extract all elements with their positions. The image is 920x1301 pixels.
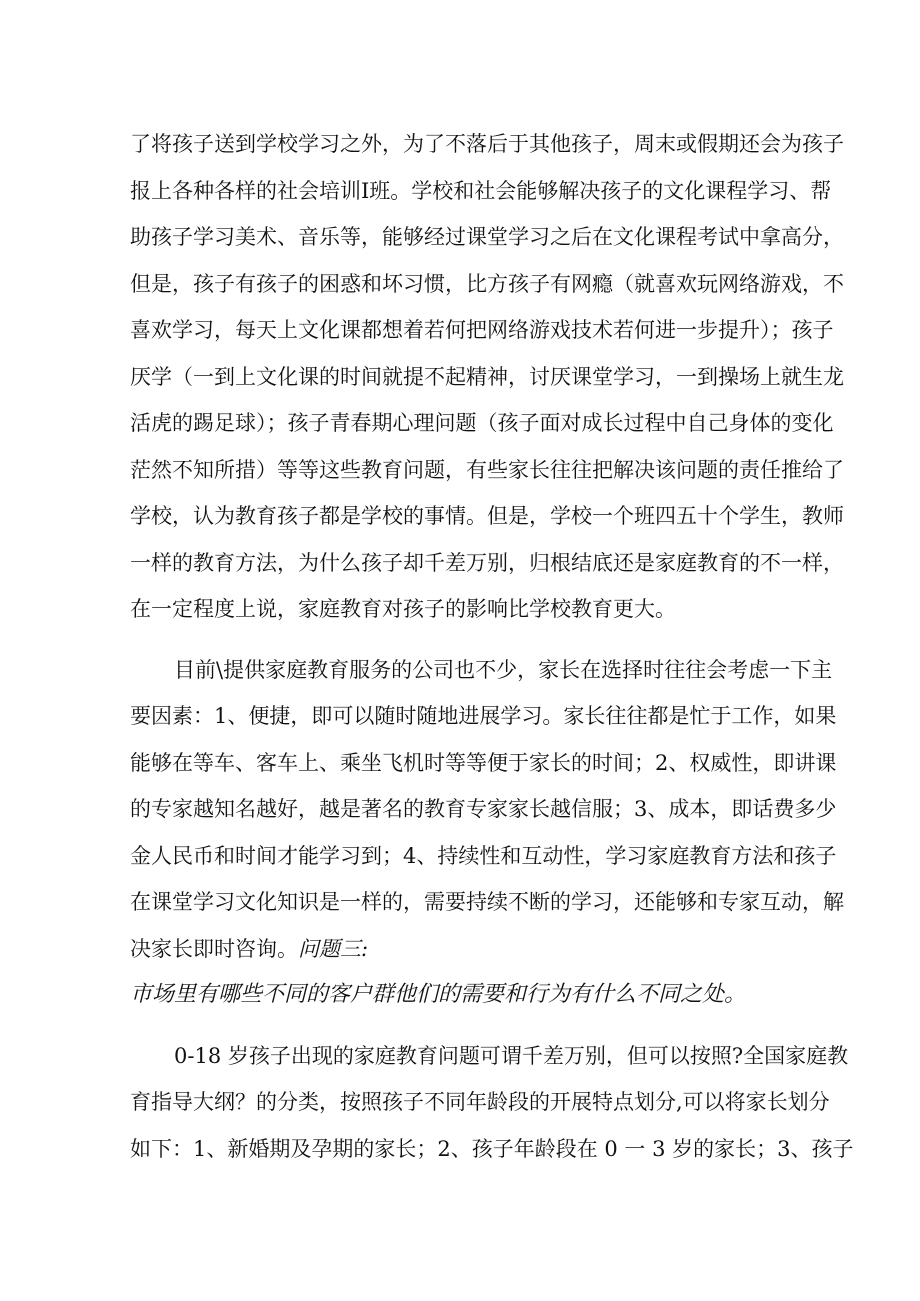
paragraph-line: 活虎的踢足球）；孩子青春期心理问题（孩子面对成长过程中自己身体的变化 [130,411,834,435]
paragraph-last-line [130,926,820,973]
paragraph-line: 育指导大纲？的分类，按照孩子不同年龄段的开展特点划分,可以将家长划分 [130,1090,830,1114]
paragraph-line: 一样的教育方法，为什么孩子却千差万别，归根结底还是家庭教育的不一样， [130,550,844,575]
paragraph-line: 茫然不知所措）等等这些教育问题，有些家长往往把解决该问题的责任推给了 [130,457,844,482]
paragraph-line: 报上各种各样的社会培训Ⅰ班。学校和社会能够解决孩子的文化课程学习、帮 [130,178,832,203]
paragraph-line: 在课堂学习文化知识是一样的，需要持续不断的学习，还能够和专家互动，解 [130,890,844,914]
section-heading: 市场里有哪些不同的客户群他们的需要和行为有什么不同之处。 [130,982,747,1007]
paragraph-line: 在一定程度上说，家庭教育对孩子的影响比学校教育更大。 [130,597,676,621]
paragraph-line: 喜欢学习，每天上文化课都想着若何把网络游戏技术若何进一步提升）；孩子 [130,318,834,342]
paragraph-2 [130,647,844,973]
paragraph-line: 要因素：1、便捷，即可以随时随地进展学习。家长往往都是忙于工作，如果 [130,704,837,728]
paragraph-1 [130,121,844,633]
paragraph-line-text: 决家长即时咨询。 [130,936,298,961]
paragraph-line: 厌学（一到上文化课的时间就提不起精神，讨厌课堂学习，一到操场上就生龙 [130,364,844,389]
paragraph-3 [130,1033,854,1173]
paragraph-line: 但是，孩子有孩子的困惑和坏习惯，比方孩子有网瘾（就喜欢玩网络游戏，不 [130,271,844,296]
paragraph-line: 了将孩子送到学校学习之外，为了不落后于其他孩子，周末或假期还会为孩子 [130,132,844,156]
document-body [130,121,854,1172]
paragraph-line: 如下：1、新婚期及孕期的家长；2、孩子年龄段在 0 一 3 岁的家长；3、孩子 [130,1136,854,1161]
paragraph-gap [130,633,820,647]
paragraph-line: 学校，认为教育孩子都是学校的事情。但是，学校一个班四五十个学生，教师 [130,504,844,528]
paragraph-gap [130,1019,820,1033]
paragraph-line: 金人民币和时间才能学习到；4、持续性和互动性，学习家庭教育方法和孩子 [130,843,837,868]
paragraph-line: 目前\提供家庭教育服务的公司也不少，家长在选择时往往会考虑一下主 [174,657,833,682]
paragraph-line: 助孩子学习美术、音乐等，能够经过课堂学习之后在文化课程考试中拿高分， [130,225,844,249]
paragraph-line: 能够在等车、客车上、乘坐飞机时等等便于家长的时间；2、权威性，即讲课 [130,750,837,775]
section-label: 问题三: [298,936,369,961]
paragraph-line: 的专家越知名越好，越是著名的教育专家家长越信服；3、成本，即话费多少 [130,797,837,821]
paragraph-line: 0-18 岁孩子出现的家庭教育问题可谓千差万别，但可以按照?全国家庭教 [174,1043,849,1068]
